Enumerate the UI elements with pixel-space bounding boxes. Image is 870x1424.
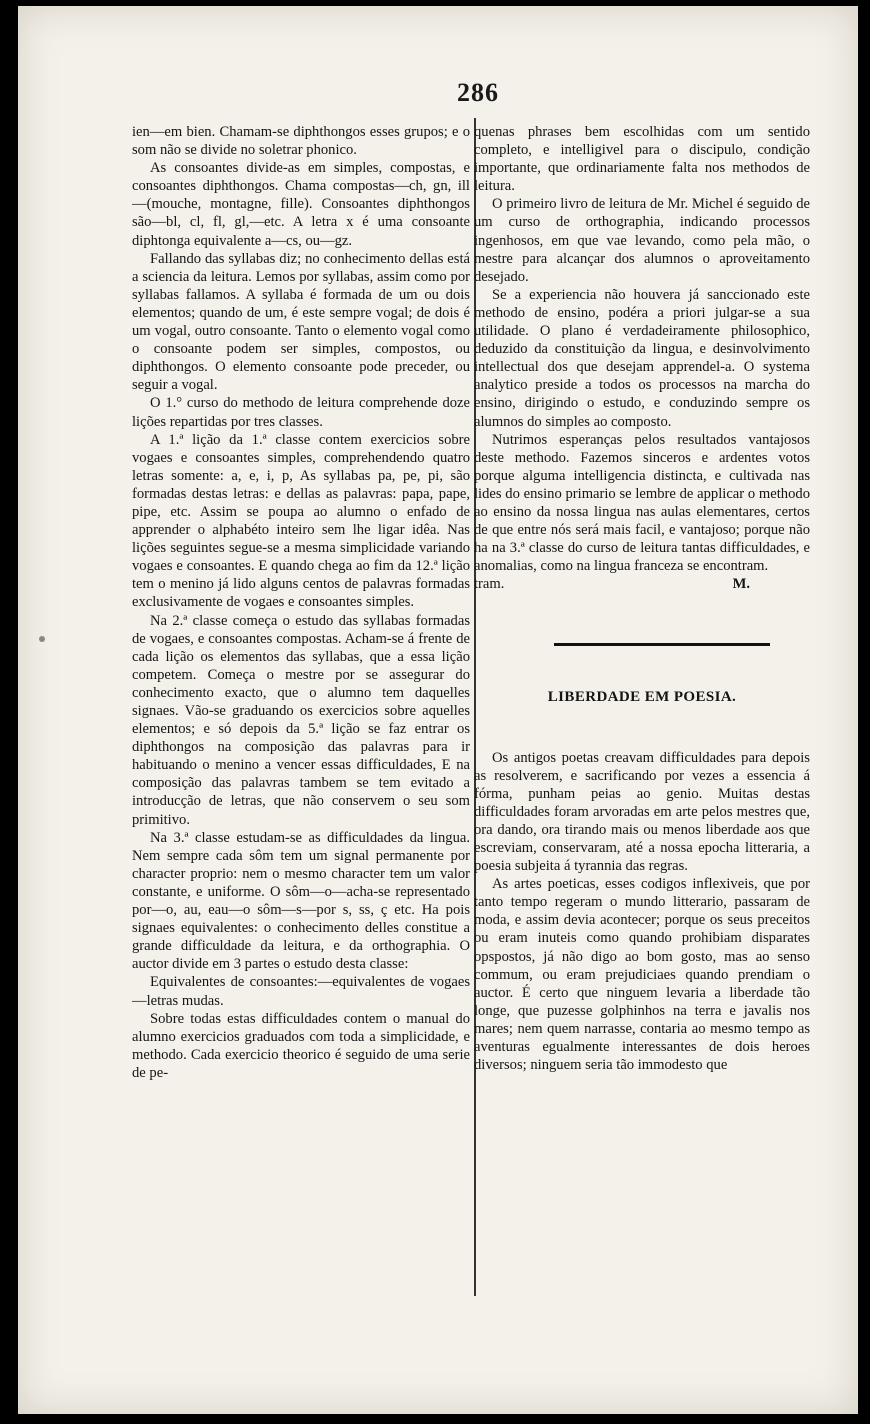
article-paragraph: As artes poeticas, esses codigos inflexiveis, que por tanto tempo regeram o mundo litterario, passaram de moda, e assim devia acontecer; porque os seus preceitos ou eram inuteis como quando prohibiam disparates opspostos, já não digo ao bom gosto, mas ao senso commum, ou eram prejudiciaes quando prendiam o auctor. É certo que ninguem levaria a liberdade tão longe, que puzesse golphinhos na terra e javalis nos mares; nem quem narrasse, contaria ao mesmo tempo as aventuras egualmente interessantes de dois heroes diversos; ninguem seria tão immodesto que [474, 876, 810, 1074]
left-paragraph: Fallando das syllabas diz; no conhecimento dellas está a sciencia da leitura. Lemos por syllabas, assim como por syllabas fallamos. A syllaba é formada de um ou dois elementos; quando de um, é este sempre vogal; de dois é um vogal, outro consoante. Tanto o elemento vogal como o consoante podem ser simples, compostos, ou diphthongos. O elemento consoante pode preceder, ou seguir a vogal. [132, 250, 470, 394]
right-paragraph: O primeiro livro de leitura de Mr. Michel é seguido de um curso de orthographia, indicando processos ingenhosos, em que vae levando, como pela mão, o mestre para alcançar dos alumnos o aproveitamento desejado. [474, 196, 810, 285]
page-number: 286 [457, 78, 499, 107]
left-column [132, 123, 470, 1082]
signature-line-end: tram. [474, 576, 505, 593]
left-paragraph: ien—em bien. Chamam-se diphthongos esses grupos; e o som não se divide no soletrar phonico. [132, 124, 470, 159]
right-paragraph: Se a experiencia não houvera já sanccionado este methodo de ensino, podéra a priori julgar-se a sua utilidade. O plano é verdadeiramente philosophico, deduzido da constituição da lingua, e desinvolvimento intellectual dos que desejam apprendel-a. O systema analytico preside a todos os processos na marcha do ensino, dirigindo o estudo, e conduzindo sempre os alumnos do simples ao composto. [474, 286, 810, 430]
left-paragraph: Sobre todas estas difficuldades contem o manual do alumno exercicios graduados com toda a simplicidade, e methodo. Cada exercicio theorico é seguido de uma serie de pe- [132, 1010, 470, 1081]
article-paragraph: Os antigos poetas creavam difficuldades para depois as resolverem, e sacrificando por vezes a essencia á fórma, punham peias ao genio. Muitas destas difficuldades foram arvoradas em arte pelos mestres que, ora dando, ora tirando mais ou menos liberdade aos que escreviam, conservaram, até a nossa epocha litteraria, a poesia subjeita á tyrannia das regras. [474, 749, 810, 875]
signature-line [474, 575, 810, 593]
left-paragraph: Na 2.ª classe começa o estudo das syllabas formadas de vogaes, e consoantes compostas. Acham-se á frente de cada lição os elementos das syllabas, que a essa lição competem. Começa o mestre por se assegurar do conhecimento exacto, que o alumno tem daquelles signaes. Vão-se graduando os exercicios sobre aquelles elementos; e só depois da 5.ª lição se faz entrar os diphthongos na composição das palavras para ir habituando o menino a vencer essas difficuldades, E na composição das palavras tambem se tem evitado a introducção de letras, que não conservem o seu som primitivo. [132, 612, 470, 828]
left-paragraph: Equivalentes de consoantes:—equivalentes de vogaes—letras mudas. [132, 974, 470, 1009]
right-paragraph: Nutrimos esperanças pelos resultados vantajosos deste methodo. Fazemos sinceros e ardentes votos porque alguma intelligencia distincta, e cultivada nas lides do ensino primario se lembre de applicar o methodo ao ensino da nossa lingua nas aulas elementares, certos de que entre nós será mais facil, e vantajoso; porque não ha na 3.ª classe do curso de leitura tantas difficuldades, e anomalias, como na lingua franceza se encontram. [474, 431, 810, 575]
right-paragraph: quenas phrases bem escolhidas com um sentido completo, e intelligivel para o discipulo, condição importante, que ordinariamente falta nos methodos de leitura. [474, 124, 810, 195]
left-paragraph: Na 3.ª classe estudam-se as difficuldades da lingua. Nem sempre cada sôm tem um signal permanente por character proprio: nem o mesmo character tem um valor constante, e uniforme. O sôm—o—acha-se representado por—o, au, eau—o sôm—s—por s, ss, ç etc. Ha pois signaes equivalentes: o conhecimento delles constitue a grande difficuldade da leitura, e da orthographia. O auctor divide em 3 partes o estudo desta classe: [132, 829, 470, 973]
binding-hole [39, 636, 45, 642]
left-paragraph: As consoantes divide-as em simples, compostas, e consoantes diphthongos. Chama compostas—ch, gn, ill—(mouche, montagne, fille). Consoantes diphthongos são—bl, cl, fl, gl,—etc. A letra x é uma consoante diphtonga equivalente a—cs, ou—gz. [132, 160, 470, 249]
newspaper-page [18, 6, 858, 1414]
left-paragraph: O 1.° curso do methodo de leitura comprehende doze lições repartidas por tres classes. [132, 395, 470, 430]
left-paragraph: A 1.ª lição da 1.ª classe contem exercicios sobre vogaes e consoantes simples, comprehendendo quatro letras somente: a, e, i, p, As syllabas pa, pe, pi, são formadas destas letras: e dellas as palavras: papa, pape, pipe, etc. Assim se poupa ao alumno o enfado de apprender o alphabéto inteiro sem lhe ligar idêa. Nas lições seguintes segue-se a mesma simplicidade variando vogaes e consoantes. E quando chega ao fim da 12.ª lição tem o menino já lido alguns centos de palavras formadas exclusivamente de vogaes e consoantes simples. [132, 431, 470, 611]
section-divider [554, 643, 770, 646]
right-column [474, 123, 810, 1074]
author-signature: M. [732, 576, 750, 593]
article-title: LIBERDADE EM POESIA. [547, 689, 737, 706]
